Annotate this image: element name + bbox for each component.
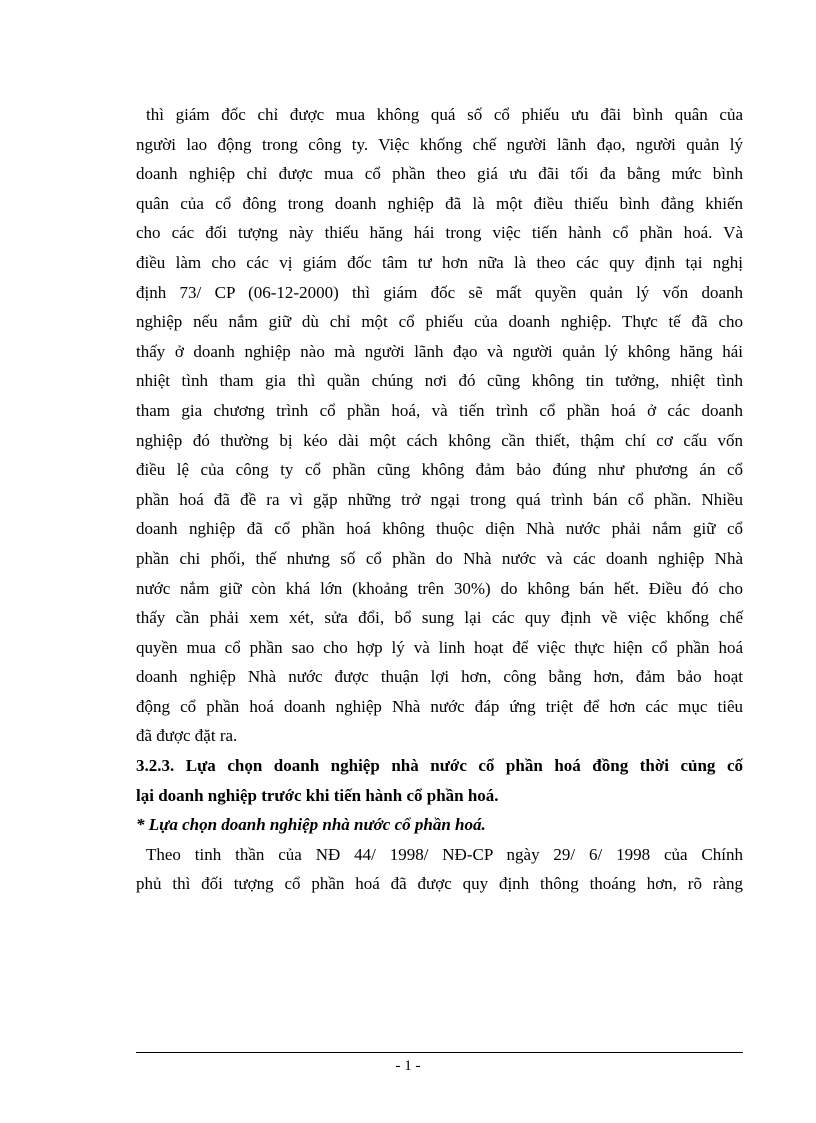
text-line: nghiệp đó thường bị kéo dài một cách không cần thiết, thậm chí cơ cấu vốn [136, 430, 743, 450]
text-line: thì giám đốc chỉ được mua không quá số cổ phiếu ưu đãi bình quân của [146, 105, 743, 124]
page-number: - 1 - [395, 1058, 421, 1074]
text-line: phủ thì đối tượng cổ phần hoá đã được quy định thông thoáng hơn, rõ ràng [136, 874, 743, 894]
text-line: phần chi phối, thế nhưng số cổ phần do Nhà nước và các doanh nghiệp Nhà [136, 548, 743, 568]
text-line: định 73/ CP (06-12-2000) thì giám đốc sẽ mất quyền quản lý vốn doanh [136, 282, 743, 302]
text-line: Theo tinh thần của NĐ 44/ 1998/ NĐ-CP ngày 29/ 6/ 1998 của Chính [146, 844, 743, 864]
text-line: doanh nghiệp chỉ được mua cổ phần theo giá ưu đãi tối đa bằng mức bình [136, 164, 743, 184]
text-line: doanh nghiệp đã cổ phần hoá không thuộc diện Nhà nước phải nắm giữ cổ [136, 519, 743, 539]
text-line: nước nắm giữ còn khá lớn (khoảng trên 30%) do không bán hết. Điều đó cho [136, 578, 743, 598]
text-line: quyền mua cổ phần sao cho hợp lý và linh hoạt để việc thực hiện cổ phần hoá [136, 637, 743, 657]
text-line: thấy cần phải xem xét, sửa đổi, bổ sung lại các quy định về việc khống chế [136, 608, 743, 628]
subsection-heading: * Lựa chọn doanh nghiệp nhà nước cổ phần hoá. [136, 815, 486, 835]
text-line: nhiệt tình tham gia thì quần chúng nơi đó cũng không tin tưởng, nhiệt tình [136, 371, 743, 391]
text-line: động cổ phần hoá doanh nghiệp Nhà nước đáp ứng triệt để hơn các mục tiêu [136, 696, 743, 716]
text-line: người lao động trong công ty. Việc khống chế người lãnh đạo, người quản lý [136, 134, 743, 154]
text-line: thấy ở doanh nghiệp nào mà người lãnh đạo và người quản lý không hăng hái [136, 341, 743, 361]
text-line: doanh nghiệp Nhà nước được thuận lợi hơn, công bằng hơn, đảm bảo hoạt [136, 667, 743, 687]
text-line: quân của cổ đông trong doanh nghiệp đã là một điều thiếu bình đẳng khiến [136, 193, 743, 213]
section-heading-line: 3.2.3. Lựa chọn doanh nghiệp nhà nước cổ phần hoá đồng thời củng cố [136, 756, 743, 776]
text-line: điều làm cho các vị giám đốc tâm tư hơn nữa là theo các quy định tại nghị [136, 252, 743, 272]
text-line: điều lệ của công ty cổ phần cũng không đảm bảo đúng như phương án cổ [136, 460, 743, 480]
text-line: phần hoá đã đề ra vì gặp những trở ngại trong quá trình bán cổ phần. Nhiều [136, 489, 743, 509]
text-line: cho các đối tượng này thiếu hăng hái trong việc tiến hành cổ phần hoá. Và [136, 223, 743, 243]
body-text [136, 100, 743, 899]
footer-divider [136, 1052, 743, 1053]
text-line: tham gia chương trình cổ phần hoá, và tiến trình cổ phần hoá ở các doanh [136, 400, 743, 420]
text-line: nghiệp nếu nắm giữ dù chỉ một cổ phiếu của doanh nghiệp. Thực tế đã cho [136, 312, 743, 332]
text-line: đã được đặt ra. [136, 726, 238, 746]
section-heading-line: lại doanh nghiệp trước khi tiến hành cổ phần hoá. [136, 785, 499, 805]
